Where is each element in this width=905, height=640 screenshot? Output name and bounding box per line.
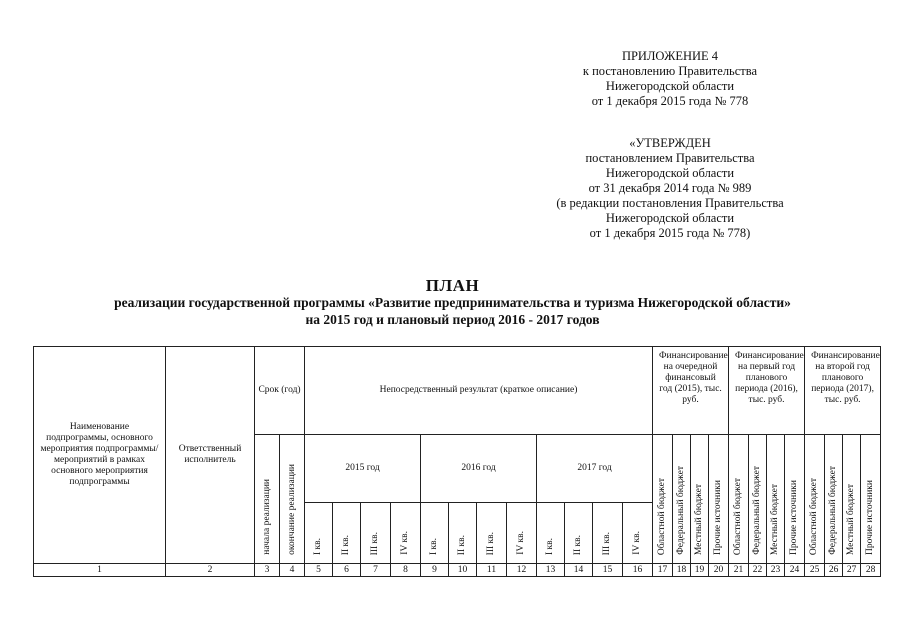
quarter-label: I кв. xyxy=(313,537,323,555)
document-subtitle: реализации государственной программы «Развитие предпринимательства и туризма Нижегородской области» xyxy=(114,295,791,310)
quarter-cell xyxy=(477,503,507,564)
column-number: 1 xyxy=(34,564,166,577)
column-number: 26 xyxy=(825,564,843,577)
budget-label: Областной бюджет xyxy=(809,477,820,555)
quarter-cell xyxy=(361,503,391,564)
appendix-line: ПРИЛОЖЕНИЕ 4 xyxy=(621,49,719,63)
column-number: 17 xyxy=(653,564,673,577)
column-number: 15 xyxy=(593,564,623,577)
term-start-label: начала реализации xyxy=(261,479,272,555)
column-number: 3 xyxy=(255,564,280,577)
column-number: 4 xyxy=(280,564,305,577)
column-number: 19 xyxy=(691,564,709,577)
quarter-label: III кв. xyxy=(602,531,612,555)
quarter-label: IV кв. xyxy=(632,531,642,555)
budget-label: Прочие источники xyxy=(789,479,800,555)
budget-cell xyxy=(805,435,825,564)
document-title: ПЛАН xyxy=(425,276,480,295)
budget-cell xyxy=(749,435,767,564)
column-number: 14 xyxy=(565,564,593,577)
quarter-label: III кв. xyxy=(370,531,380,555)
quarter-cell xyxy=(593,503,623,564)
column-number: 23 xyxy=(767,564,785,577)
header-result: Непосредственный результат (краткое описание) xyxy=(305,347,653,435)
column-number: 9 xyxy=(421,564,449,577)
column-number: 5 xyxy=(305,564,333,577)
quarter-cell xyxy=(391,503,421,564)
approval-block xyxy=(535,136,805,241)
header-fin-2015: Финансирование на очередной финансовый год (2015), тыс. руб. xyxy=(653,347,729,435)
plan-table xyxy=(33,346,881,577)
header-fin-2017: Финансирование на второй год планового периода (2017), тыс. руб. xyxy=(805,347,881,435)
budget-label: Областной бюджет xyxy=(733,477,744,555)
budget-label: Прочие источники xyxy=(865,479,876,555)
header-year-2015: 2015 год xyxy=(305,435,421,503)
column-number: 11 xyxy=(477,564,507,577)
header-name: Наименование подпрограммы, основного мероприятия подпрограммы/мероприятий в рамках основного мероприятия подпрограммы xyxy=(34,347,166,564)
header-term-end xyxy=(280,435,305,564)
header-fin-2016: Финансирование на первый год планового периода (2016), тыс. руб. xyxy=(729,347,805,435)
quarter-cell xyxy=(507,503,537,564)
budget-label: Местный бюджет xyxy=(694,483,705,555)
budget-cell xyxy=(691,435,709,564)
column-number: 10 xyxy=(449,564,477,577)
appendix-line: Нижегородской области xyxy=(605,79,735,93)
column-number: 24 xyxy=(785,564,805,577)
budget-cell xyxy=(673,435,691,564)
quarter-cell xyxy=(565,503,593,564)
appendix-line: к постановлению Правительства xyxy=(582,64,758,78)
column-number: 6 xyxy=(333,564,361,577)
quarter-cell xyxy=(537,503,565,564)
quarter-cell xyxy=(333,503,361,564)
approval-line: «УТВЕРЖДЕН xyxy=(629,136,711,150)
approval-line: (в редакции постановления Правительства xyxy=(556,196,784,210)
approval-line: Нижегородской области xyxy=(605,211,735,225)
quarter-label: I кв. xyxy=(429,537,439,555)
column-number: 28 xyxy=(861,564,881,577)
budget-cell xyxy=(843,435,861,564)
approval-line: от 31 декабря 2014 года № 989 xyxy=(588,181,752,195)
column-number: 13 xyxy=(537,564,565,577)
document-subtitle-period: на 2015 год и плановый период 2016 - 2017 годов xyxy=(305,312,600,327)
quarter-cell xyxy=(421,503,449,564)
budget-label: Федеральный бюджет xyxy=(676,466,687,555)
header-year-2017: 2017 год xyxy=(537,435,653,503)
quarter-cell xyxy=(449,503,477,564)
appendix-block xyxy=(560,49,780,109)
budget-label: Федеральный бюджет xyxy=(828,466,839,555)
budget-label: Прочие источники xyxy=(713,479,724,555)
column-number: 21 xyxy=(729,564,749,577)
budget-cell xyxy=(861,435,881,564)
budget-cell xyxy=(767,435,785,564)
column-number: 20 xyxy=(709,564,729,577)
column-number: 12 xyxy=(507,564,537,577)
column-number: 2 xyxy=(166,564,255,577)
quarter-label: II кв. xyxy=(573,534,583,555)
budget-label: Местный бюджет xyxy=(770,483,781,555)
budget-cell xyxy=(729,435,749,564)
quarter-label: II кв. xyxy=(341,534,351,555)
budget-label: Федеральный бюджет xyxy=(752,466,763,555)
quarter-cell xyxy=(305,503,333,564)
budget-cell xyxy=(709,435,729,564)
column-number: 22 xyxy=(749,564,767,577)
quarter-label: IV кв. xyxy=(400,531,410,555)
quarter-label: IV кв. xyxy=(516,531,526,555)
header-term-start xyxy=(255,435,280,564)
appendix-line: от 1 декабря 2015 года № 778 xyxy=(591,94,749,108)
column-number: 16 xyxy=(623,564,653,577)
budget-label: Областной бюджет xyxy=(657,477,668,555)
column-number: 25 xyxy=(805,564,825,577)
approval-line: постановлением Правительства xyxy=(585,151,755,165)
column-number: 27 xyxy=(843,564,861,577)
column-number: 7 xyxy=(361,564,391,577)
header-term: Срок (год) xyxy=(255,347,305,435)
approval-line: Нижегородской области xyxy=(605,166,735,180)
column-number: 18 xyxy=(673,564,691,577)
quarter-label: II кв. xyxy=(457,534,467,555)
header-year-2016: 2016 год xyxy=(421,435,537,503)
term-end-label: окончание реализации xyxy=(286,464,297,555)
budget-label: Местный бюджет xyxy=(846,483,857,555)
budget-cell xyxy=(825,435,843,564)
quarter-label: I кв. xyxy=(545,537,555,555)
budget-cell xyxy=(653,435,673,564)
approval-line: от 1 декабря 2015 года № 778) xyxy=(589,226,751,240)
header-executor: Ответственный исполнитель xyxy=(166,347,255,564)
column-number: 8 xyxy=(391,564,421,577)
budget-cell xyxy=(785,435,805,564)
quarter-label: III кв. xyxy=(486,531,496,555)
quarter-cell xyxy=(623,503,653,564)
